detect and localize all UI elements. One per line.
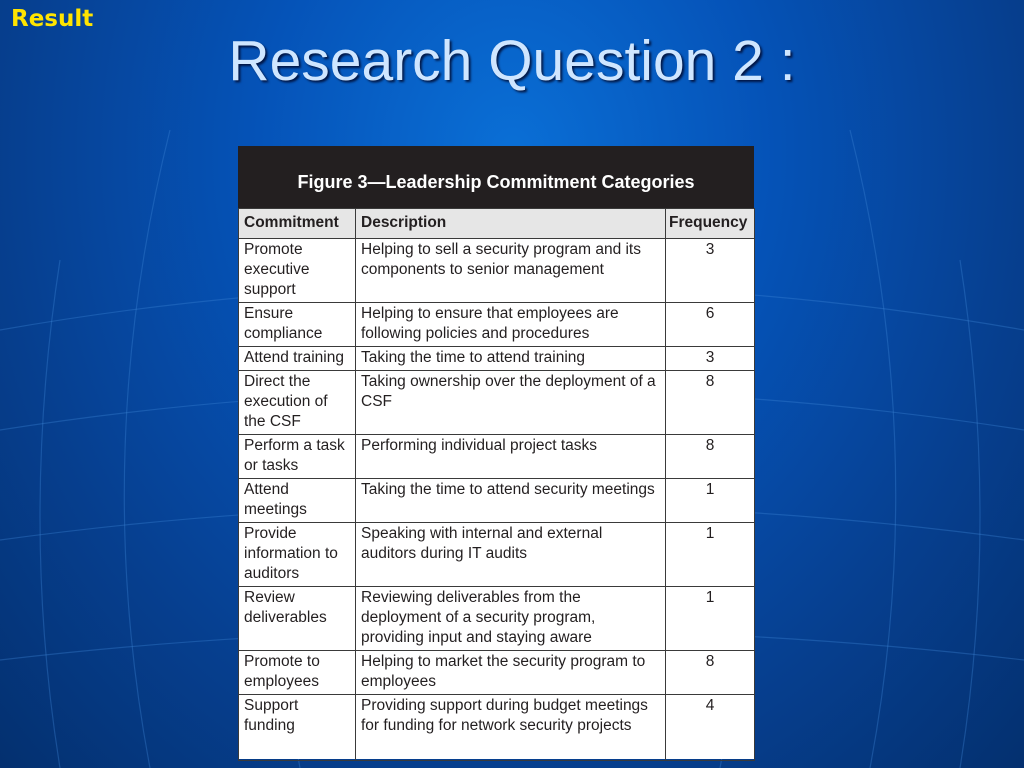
table-row	[239, 239, 755, 303]
commitment-cell: Perform a task or tasks	[239, 435, 356, 479]
commitment-table	[238, 208, 755, 761]
commitment-cell: Promote executive support	[239, 239, 356, 303]
column-header-commitment: Commitment	[239, 209, 356, 239]
table-row	[239, 347, 755, 371]
table-row	[239, 303, 755, 347]
frequency-cell: 1	[666, 479, 755, 523]
commitment-cell: Provide information to auditors	[239, 523, 356, 587]
table-row	[239, 523, 755, 587]
figure-caption: Figure 3—Leadership Commitment Categories	[238, 146, 754, 208]
description-cell: Reviewing deliverables from the deployment of a security program, providing input and staying aware	[356, 587, 666, 651]
commitment-cell: Ensure compliance	[239, 303, 356, 347]
column-header-description: Description	[356, 209, 666, 239]
table-row	[239, 587, 755, 651]
frequency-cell: 4	[666, 695, 755, 761]
table-row	[239, 435, 755, 479]
commitment-cell: Attend training	[239, 347, 356, 371]
frequency-cell: 1	[666, 587, 755, 651]
table-row	[239, 651, 755, 695]
frequency-cell: 3	[666, 239, 755, 303]
frequency-cell: 8	[666, 435, 755, 479]
description-cell: Taking ownership over the deployment of a CSF	[356, 371, 666, 435]
section-label: Result	[11, 6, 94, 32]
table-header-row	[239, 209, 755, 239]
description-cell: Helping to sell a security program and its components to senior management	[356, 239, 666, 303]
table-body	[239, 239, 755, 761]
description-cell: Taking the time to attend training	[356, 347, 666, 371]
commitment-cell: Promote to employees	[239, 651, 356, 695]
description-cell: Speaking with internal and external auditors during IT audits	[356, 523, 666, 587]
table-row	[239, 371, 755, 435]
slide-title: Research Question 2 :	[228, 29, 796, 93]
description-cell: Helping to ensure that employees are following policies and procedures	[356, 303, 666, 347]
description-cell: Providing support during budget meetings for funding for network security projects	[356, 695, 666, 761]
frequency-cell: 8	[666, 651, 755, 695]
frequency-cell: 3	[666, 347, 755, 371]
description-cell: Performing individual project tasks	[356, 435, 666, 479]
frequency-cell: 8	[666, 371, 755, 435]
table-row	[239, 479, 755, 523]
frequency-cell: 1	[666, 523, 755, 587]
commitment-cell: Direct the execution of the CSF	[239, 371, 356, 435]
table-row	[239, 695, 755, 761]
commitment-cell: Attend meetings	[239, 479, 356, 523]
figure-panel	[238, 146, 754, 759]
description-cell: Taking the time to attend security meetings	[356, 479, 666, 523]
column-header-frequency: Frequency	[666, 209, 755, 239]
frequency-cell: 6	[666, 303, 755, 347]
commitment-cell: Review deliverables	[239, 587, 356, 651]
commitment-cell: Support funding	[239, 695, 356, 761]
description-cell: Helping to market the security program to employees	[356, 651, 666, 695]
